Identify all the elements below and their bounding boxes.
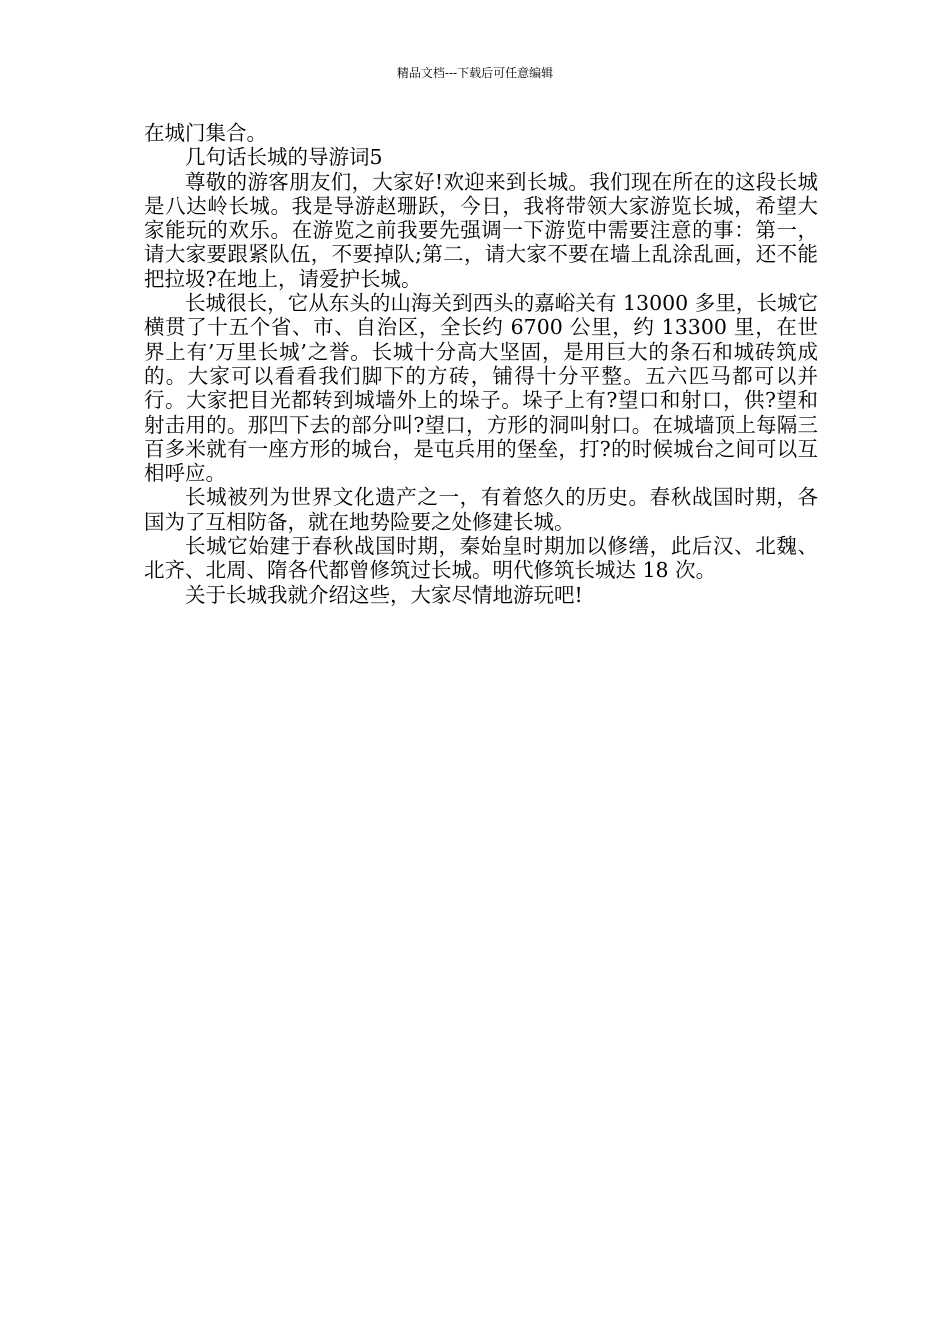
- paragraph-closing: 关于长城我就介绍这些，大家尽情地游玩吧!: [185, 582, 583, 607]
- paragraph-welcome: 尊敬的游客朋友们，大家好!欢迎来到长城。我们现在所在的这段长城是八达岭长城。我是导游赵珊跃，今日，我将带领大家游览长城，希望大家能玩的欢乐。在游览之前我要先强调一下游览中需要注意的事：第一，请大家要跟紧队伍，不要掉队;第二，请大家不要在墙上乱涂乱画，还不能把拉圾?在地上，请爱护长城。: [144, 169, 818, 291]
- page-header: 精品文档---下载后可任意编辑: [396, 66, 554, 80]
- document-body: [144, 121, 818, 607]
- paragraph-history: 长城它始建于春秋战国时期，秦始皇时期加以修缮，此后汉、北魏、北齐、北周、隋各代都曾修筑过长城。明代修筑长城达 18 次。: [144, 534, 818, 583]
- paragraph-heritage: 长城被列为世界文化遗产之一，有着悠久的历史。春秋战国时期，各国为了互相防备，就在地势险要之处修建长城。: [144, 485, 818, 534]
- paragraph-length: 长城很长，它从东头的山海关到西头的嘉峪关有 13000 多里，长城它横贯了十五个省、市、自治区，全长约 6700 公里，约 13300 里，在世界上有’万里长城’之誉。长城十分高大坚固，是用巨大的条石和城砖筑成的。大家可以看看我们脚下的方砖，铺得十分平整。五六匹马都可以并行。大家把目光都转到城墙外上的垛子。垛子上有?望口和射口，供?望和射击用的。那凹下去的部分叫?望口，方形的洞叫射口。在城墙顶上每隔三百多米就有一座方形的城台，是屯兵用的堡垒，打?的时候城台之间可以互相呼应。: [144, 291, 818, 486]
- section-heading: 几句话长城的导游词5: [185, 145, 383, 170]
- paragraph-continuation: 在城门集合。: [144, 121, 267, 145]
